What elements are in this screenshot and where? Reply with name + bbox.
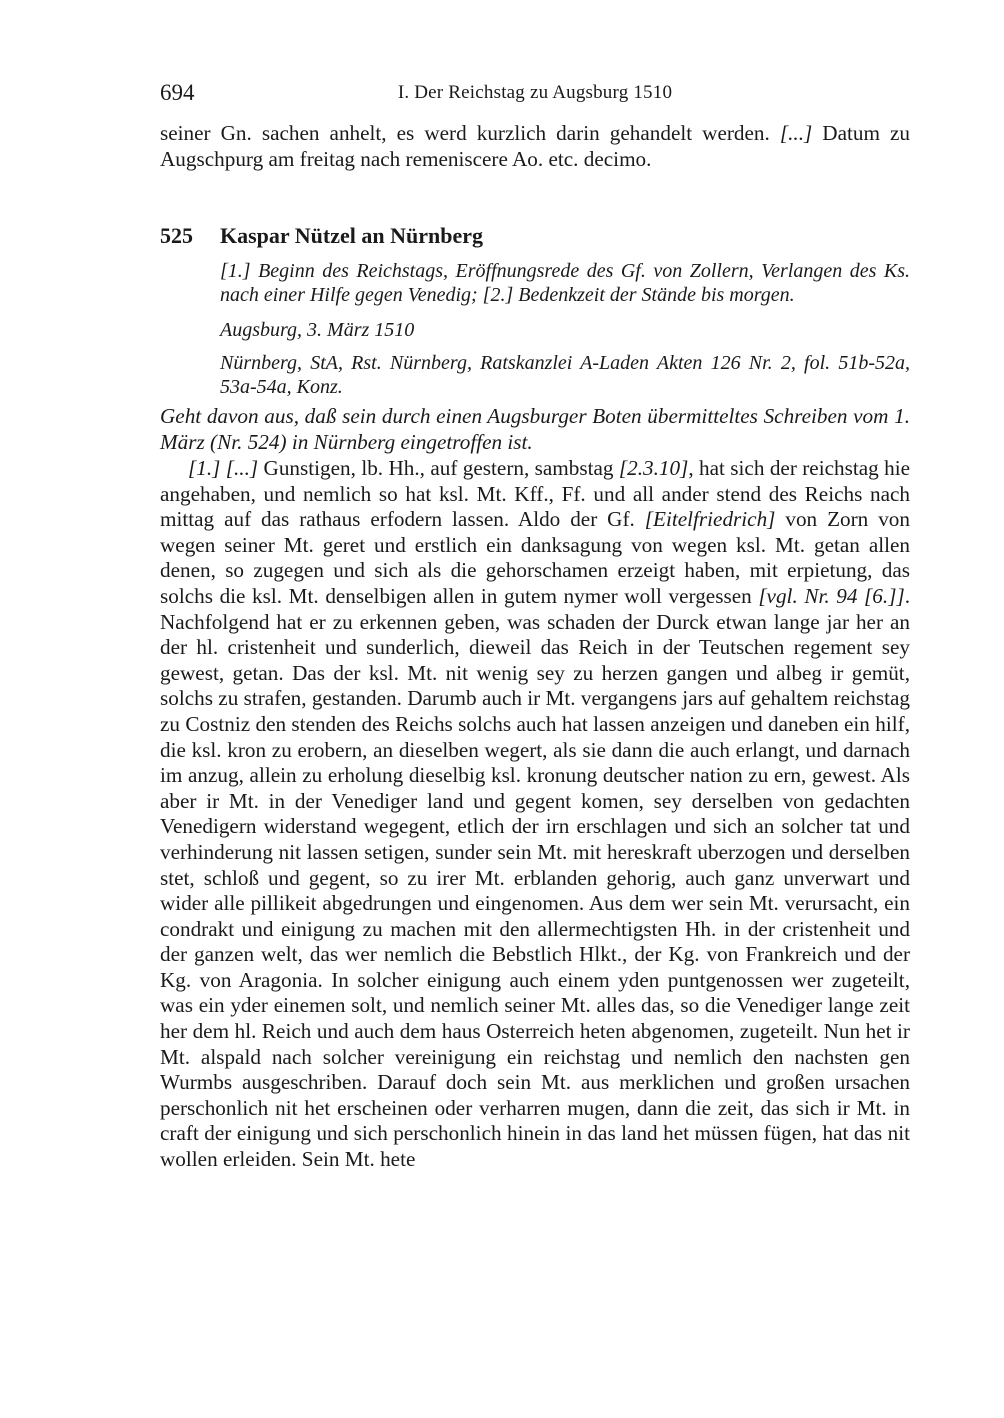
running-head [160,80,910,110]
body-text-4: . Nachfolgend hat er zu erkennen geben, was schaden der Durck etwan lange jar her an der hl. cristenheit und sunderlich, dieweil das Reich in der Teutschen regement sey gewest, getan. Das der ksl. Mt. nit wenig sey zu herzen gangen und albeg ir gemüt, solchs zu strafen, gestanden. Darumb auch ir Mt. vergangens jars auf gehaltem reichstag zu Costniz den stenden des Reichs solchs auch hat lassen anzeigen und daneben ein hilf, die ksl. kron zu erobern, an dieselben wegert, als sie dann die auch erlangt, und darnach im anzug, allein zu erholung dieselbig ksl. kronung deutscher nation zu ern, gewest. Als aber ir Mt. in der Venediger land und gegent komen, sey derselben von gedachten Venedigern widerstand wegegent, etlich der irn erschlagen und sich an solcher tat und verhinderung nit lassen setigen, sunder sein Mt. mit hereskraft uberzogen und derselben stet, schloß und gegent, so zu irer Mt. erblanden gehorig, auch ganz unverwart und wider alle pillikeit abgedrungen und eingenomen. Aus dem wer sein Mt. verursacht, ein condrakt und einigung zu machen mit den allermechtigsten Hh. in der cristenheit und der ganzen welt, das wer nemlich die Bebstlich Hlkt., der Kg. von Frankreich und der Kg. von Aragonia. In solcher einigung auch einem yden puntgenossen wer zugeteilt, was ein yder einemen solt, und nemlich seiner Mt. alles das, so die Venediger lange zeit her dem hl. Reich und auch dem haus Osterreich heten abgenomen, zugeteilt. Nun het ir Mt. alspald nach solcher vereinigung ein reichstag und nemlich den nachsten gen Wurmbs ausgeschriben. Darauf doch sein Mt. aus merklichen und großen ursachen perschonlich nit het erscheinen oder verharren mugen, dann die zeit, das sich ir Mt. in craft der einigung und sich perschonlich hinein in das land het müssen fügen, hat das nit wollen erleiden. Sein Mt. hete [160,583,910,1172]
continuation-paragraph [160,121,910,172]
place-date: Augsburg, 3. März 1510 [220,319,415,341]
continuation-text-end: Datum zu Augschpurg am freitag nach remeniscere Ao. etc. decimo. [160,121,910,171]
date-note: [2.3.10] [618,456,689,480]
continuation-text: seiner Gn. sachen anhelt, es werd kurzlich darin gehandelt werden. [160,121,780,145]
editorial-ellipsis: [...] [779,121,813,145]
section-marker: [1.] [...] [188,456,259,480]
document-heading [160,222,910,250]
reference-note: [vgl. Nr. 94 [6.]] [758,583,905,608]
editor-note: Geht davon aus, daß sein durch einen Augsburger Boten übermitteltes Schreiben vom 1. März (Nr. 524) in Nürnberg eingetroffen ist. [160,404,910,454]
document-number: 525 [160,223,193,248]
body-paragraph [160,456,910,1173]
source-citation: Nürnberg, StA, Rst. Nürnberg, Ratskanzlei A-Laden Akten 126 Nr. 2, fol. 51b-52a, 53a-54a, Konz. [220,352,910,398]
body-text-3: von Zorn von wegen seiner Mt. geret und erstlich ein danksagung von wegen ksl. Mt. getan allen denen, so zugegen und sich als die gehorschamen erzeigt haben, mit erpietung, das solchs die ksl. Mt. denselbigen allen in gutem nymer woll vergessen [160,507,910,608]
running-title: I. Der Reichstag zu Augsburg 1510 [397,82,673,103]
body-text-1: Gunstigen, lb. Hh., auf gestern, sambstag [258,456,619,480]
body-text-2: , hat sich der reichstag hie angehaben, und nemlich so hat ksl. Mt. Kff., Ff. und all ander stend des Reichs nach mittag auf das rathaus erfodern lassen. Aldo der Gf. [160,456,910,532]
name-note: [Eitelfriedrich] [644,507,776,532]
document-title: Kaspar Nützel an Nürnberg [220,223,483,248]
document-summary: [1.] Beginn des Reichstags, Eröffnungsrede des Gf. von Zollern, Verlangen des Ks. nach einer Hilfe gegen Venedig; [2.] Bedenkzeit der Stände bis morgen. [220,260,910,306]
page-number: 694 [160,80,195,105]
